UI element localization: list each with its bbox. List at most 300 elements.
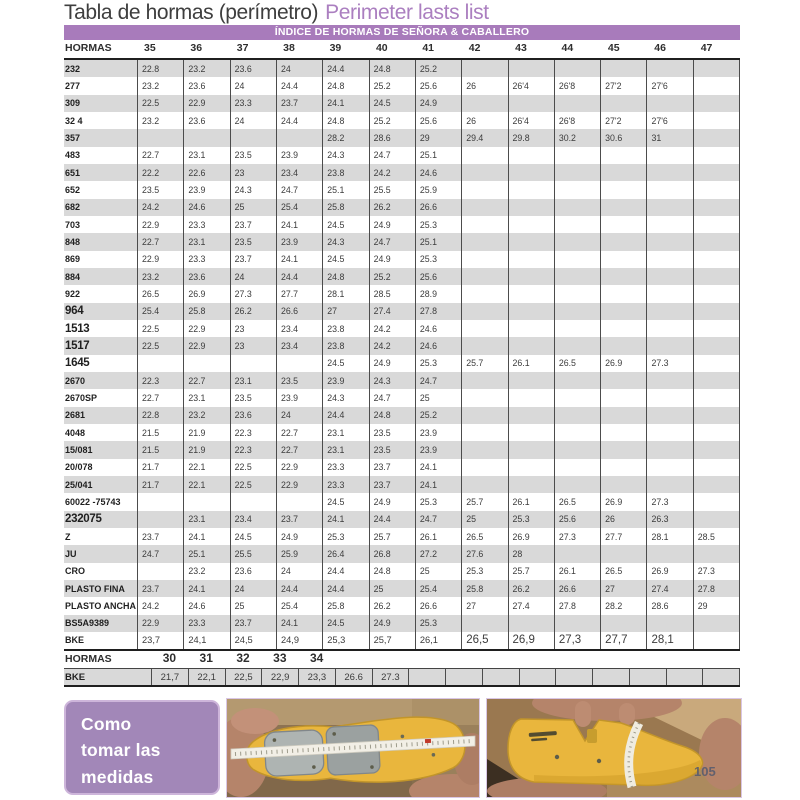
column-header <box>372 651 409 667</box>
table-cell <box>646 407 692 424</box>
table-cell <box>600 545 646 562</box>
table-cell <box>646 60 692 77</box>
table-row <box>64 597 740 614</box>
column-header: 42 <box>468 42 481 54</box>
table-cell: 26.5 <box>554 355 600 372</box>
row-label: CRO <box>65 566 85 577</box>
row-label: 483 <box>65 150 81 161</box>
table-cell <box>183 129 229 146</box>
table-cell: 23.7 <box>369 476 415 493</box>
table-cell <box>276 493 322 510</box>
table-cell: 24.9 <box>369 251 415 268</box>
table-cell: 23.6 <box>230 407 276 424</box>
table-cell: 26.2 <box>508 580 554 597</box>
table-cell: 23.5 <box>230 389 276 406</box>
table-cell: 23.3 <box>322 459 368 476</box>
table-cell <box>693 233 740 250</box>
table-cell: 23.7 <box>230 216 276 233</box>
table-cell <box>600 181 646 198</box>
column-header: 36 <box>190 42 203 54</box>
table-cell: 23.5 <box>369 424 415 441</box>
how-to-measure-caption <box>64 700 220 795</box>
main-table-body <box>64 58 740 651</box>
table-cell: 28.6 <box>646 597 692 614</box>
table-cell: 25.2 <box>369 112 415 129</box>
table-cell <box>693 320 740 337</box>
table-cell: 23.2 <box>183 60 229 77</box>
table-cell: 28.6 <box>369 129 415 146</box>
table-cell: 21.9 <box>183 441 229 458</box>
column-header: 40 <box>375 42 388 54</box>
table-cell: 25.3 <box>461 563 507 580</box>
table-cell <box>646 459 692 476</box>
table-cell: 22.8 <box>137 60 183 77</box>
table-cell: 23.2 <box>137 112 183 129</box>
table-cell: 27 <box>600 580 646 597</box>
table-cell: 26.2 <box>230 303 276 320</box>
table-cell: 25.3 <box>415 615 461 632</box>
table-cell <box>646 441 692 458</box>
table-cell <box>554 95 600 112</box>
table-cell <box>554 389 600 406</box>
hormas-column-header-small: HORMAS <box>65 653 112 665</box>
table-cell <box>600 476 646 493</box>
table-cell <box>508 233 554 250</box>
column-header: 34 <box>309 651 324 665</box>
table-cell <box>600 251 646 268</box>
table-cell <box>508 164 554 181</box>
table-cell: 26.9 <box>508 528 554 545</box>
table-cell <box>693 407 740 424</box>
table-cell: 21.5 <box>137 441 183 458</box>
table-cell: 22.9 <box>276 459 322 476</box>
table-cell: 26.9 <box>646 563 692 580</box>
table-cell <box>461 459 507 476</box>
row-label: Z <box>65 531 71 542</box>
table-cell <box>693 199 740 216</box>
table-cell: 28 <box>508 545 554 562</box>
table-cell <box>693 632 740 649</box>
table-cell <box>646 545 692 562</box>
table-cell <box>461 476 507 493</box>
table-cell: 24.7 <box>137 545 183 562</box>
table-cell <box>554 147 600 164</box>
page-title <box>64 1 489 25</box>
row-label: 2681 <box>65 410 86 421</box>
table-cell <box>508 615 554 632</box>
table-cell: 27'2 <box>600 77 646 94</box>
table-cell: 24.4 <box>322 563 368 580</box>
table-cell: 24.5 <box>322 615 368 632</box>
row-label: 869 <box>65 254 81 265</box>
table-cell: 25.6 <box>415 268 461 285</box>
table-cell: 25.3 <box>415 216 461 233</box>
small-table-header <box>64 651 740 667</box>
row-label: 884 <box>65 271 81 282</box>
table-cell <box>508 407 554 424</box>
row-label: 309 <box>65 98 81 109</box>
main-size-headers <box>137 42 740 56</box>
table-cell: 27'6 <box>646 112 692 129</box>
table-cell <box>646 95 692 112</box>
table-cell <box>508 424 554 441</box>
table-cell <box>508 441 554 458</box>
row-label: PLASTO FINA <box>65 583 125 594</box>
table-cell: 23.1 <box>322 424 368 441</box>
table-row <box>64 112 740 129</box>
table-cell: 22.7 <box>183 372 229 389</box>
table-cell: 26.5 <box>554 493 600 510</box>
table-cell: 24.8 <box>369 60 415 77</box>
table-cell: 22.7 <box>137 389 183 406</box>
row-label: 1513 <box>65 322 90 335</box>
table-cell: 27.7 <box>600 528 646 545</box>
table-cell: 25.8 <box>183 303 229 320</box>
table-cell <box>600 216 646 233</box>
table-cell <box>600 303 646 320</box>
table-cell: 25 <box>369 580 415 597</box>
table-cell: 26 <box>461 112 507 129</box>
table-cell: 27.3 <box>646 493 692 510</box>
column-header: 44 <box>561 42 574 54</box>
table-cell <box>693 285 740 302</box>
table-row <box>64 199 740 216</box>
sole-measurement-illustration <box>227 699 479 797</box>
last-measurement-illustration <box>487 699 741 797</box>
table-cell: 22.9 <box>137 251 183 268</box>
table-cell: 22,9 <box>261 669 298 685</box>
table-cell: 24.1 <box>276 216 322 233</box>
table-cell <box>137 493 183 510</box>
row-label: 922 <box>65 288 81 299</box>
table-cell <box>693 355 740 372</box>
table-cell <box>646 424 692 441</box>
table-cell: 21.7 <box>137 476 183 493</box>
table-cell: 28.2 <box>322 129 368 146</box>
table-cell <box>693 95 740 112</box>
column-header: 45 <box>607 42 620 54</box>
table-cell: 26,5 <box>461 632 507 649</box>
column-header <box>593 651 630 667</box>
table-cell <box>646 476 692 493</box>
table-cell <box>230 129 276 146</box>
table-cell <box>461 407 507 424</box>
table-cell <box>693 615 740 632</box>
table-cell <box>461 320 507 337</box>
table-cell: 27.8 <box>415 303 461 320</box>
table-cell: 23.5 <box>276 372 322 389</box>
table-cell: 25.5 <box>230 545 276 562</box>
table-cell <box>600 459 646 476</box>
table-cell <box>508 216 554 233</box>
table-cell <box>693 164 740 181</box>
page-title-spanish: Tabla de hormas (perímetro) <box>64 1 319 24</box>
table-cell: 22.5 <box>230 459 276 476</box>
table-row <box>64 407 740 424</box>
row-label: 32 4 <box>65 115 83 126</box>
table-cell: 23.8 <box>322 320 368 337</box>
table-row <box>64 147 740 164</box>
photo-sole-measurement <box>226 698 480 798</box>
table-cell <box>461 147 507 164</box>
table-cell: 25.8 <box>322 597 368 614</box>
table-cell: 24.8 <box>322 112 368 129</box>
table-cell <box>508 476 554 493</box>
table-cell: 23 <box>230 337 276 354</box>
table-cell: 24.6 <box>415 337 461 354</box>
table-cell <box>508 251 554 268</box>
table-cell: 25.4 <box>276 597 322 614</box>
table-cell: 24.4 <box>276 112 322 129</box>
table-cell: 24.4 <box>276 77 322 94</box>
table-cell: 25.8 <box>461 580 507 597</box>
table-cell: 27.3 <box>693 563 740 580</box>
table-cell: 25 <box>230 597 276 614</box>
table-cell <box>693 511 740 528</box>
table-row <box>64 615 740 632</box>
table-cell: 24.5 <box>369 95 415 112</box>
table-cell <box>693 476 740 493</box>
table-cell: 22.9 <box>137 216 183 233</box>
table-row <box>64 563 740 580</box>
table-cell: 24.1 <box>415 459 461 476</box>
table-cell: 24.3 <box>322 389 368 406</box>
table-cell: 27.3 <box>230 285 276 302</box>
table-cell: 22.7 <box>276 441 322 458</box>
table-cell <box>508 268 554 285</box>
table-cell: 22.9 <box>183 337 229 354</box>
table-cell: 23.9 <box>322 372 368 389</box>
table-cell: 25 <box>415 563 461 580</box>
table-cell: 24.7 <box>415 511 461 528</box>
table-cell: 23.1 <box>183 147 229 164</box>
table-cell: 22.8 <box>137 407 183 424</box>
row-label: 15/081 <box>65 444 93 455</box>
table-cell <box>554 216 600 233</box>
table-cell: 27.3 <box>646 355 692 372</box>
table-cell: 24.4 <box>276 580 322 597</box>
table-cell <box>600 337 646 354</box>
small-size-headers <box>151 651 740 667</box>
table-cell: 23.3 <box>230 95 276 112</box>
table-cell: 30.2 <box>554 129 600 146</box>
table-cell <box>461 199 507 216</box>
table-cell: 25.5 <box>369 181 415 198</box>
table-cell: 27 <box>461 597 507 614</box>
table-cell: 24 <box>230 112 276 129</box>
table-cell: 21.5 <box>137 424 183 441</box>
column-header: 37 <box>236 42 249 54</box>
table-cell <box>693 389 740 406</box>
table-cell <box>600 233 646 250</box>
table-cell <box>646 251 692 268</box>
table-cell: 23.1 <box>322 441 368 458</box>
table-cell <box>693 181 740 198</box>
table-cell: 24.7 <box>415 372 461 389</box>
table-cell: 23.9 <box>276 147 322 164</box>
table-cell: 23.4 <box>276 320 322 337</box>
table-cell: 24.1 <box>322 95 368 112</box>
table-cell: 24.9 <box>415 95 461 112</box>
column-header <box>409 651 446 667</box>
table-cell: 25.1 <box>322 181 368 198</box>
table-cell: 23.7 <box>276 511 322 528</box>
table-cell: 25 <box>230 199 276 216</box>
table-cell: 23.3 <box>183 216 229 233</box>
caption-line: tomar las <box>81 740 161 761</box>
table-cell: 23.1 <box>183 511 229 528</box>
table-cell: 22.7 <box>276 424 322 441</box>
table-cell: 24,5 <box>230 632 276 649</box>
table-cell <box>554 285 600 302</box>
table-cell: 28.2 <box>600 597 646 614</box>
table-cell: 24.5 <box>322 493 368 510</box>
table-cell: 23.5 <box>230 147 276 164</box>
table-cell <box>600 147 646 164</box>
table-cell: 21.9 <box>183 424 229 441</box>
table-cell <box>508 337 554 354</box>
table-cell <box>554 199 600 216</box>
table-cell: 26.6 <box>415 597 461 614</box>
table-cell: 26.6 <box>335 669 372 685</box>
table-row <box>64 320 740 337</box>
table-cell <box>646 615 692 632</box>
table-cell <box>646 181 692 198</box>
table-cell: 25,3 <box>322 632 368 649</box>
table-cell <box>461 216 507 233</box>
table-cell: 28.5 <box>693 528 740 545</box>
table-cell: 24.7 <box>369 147 415 164</box>
table-cell: 26 <box>461 77 507 94</box>
table-cell <box>600 199 646 216</box>
column-header <box>630 651 667 667</box>
table-cell <box>646 199 692 216</box>
column-header: 33 <box>273 651 287 665</box>
row-label: JU <box>65 548 77 559</box>
table-cell: 22.9 <box>276 476 322 493</box>
table-cell: 27.7 <box>276 285 322 302</box>
table-cell: 26.1 <box>415 528 461 545</box>
table-cell: 24.5 <box>230 528 276 545</box>
table-cell: 26 <box>600 511 646 528</box>
row-label: PLASTO ANCHA <box>65 600 137 611</box>
column-header: 47 <box>700 42 713 54</box>
table-cell <box>554 303 600 320</box>
row-label: 232 <box>65 63 81 74</box>
table-cell: 22.5 <box>137 337 183 354</box>
table-row <box>64 233 740 250</box>
table-cell: 26.9 <box>600 355 646 372</box>
row-label: BKE <box>65 671 86 683</box>
table-cell: 27'6 <box>646 77 692 94</box>
table-cell: 24.1 <box>276 615 322 632</box>
row-label: 682 <box>65 202 81 213</box>
table-cell <box>693 424 740 441</box>
table-cell <box>461 164 507 181</box>
table-cell: 24.1 <box>415 476 461 493</box>
table-cell: 25.3 <box>322 528 368 545</box>
table-cell: 25.6 <box>554 511 600 528</box>
table-cell <box>554 424 600 441</box>
table-cell: 24.6 <box>183 597 229 614</box>
table-cell: 24.1 <box>183 528 229 545</box>
table-cell <box>693 77 740 94</box>
table-cell: 23.4 <box>276 337 322 354</box>
table-cell: 21,7 <box>151 669 188 685</box>
row-label: BS5A9389 <box>65 618 110 629</box>
table-cell <box>554 441 600 458</box>
table-cell: 23.1 <box>230 372 276 389</box>
table-cell: 25.1 <box>415 147 461 164</box>
table-cell: 23.6 <box>230 563 276 580</box>
table-cell: 23.7 <box>137 528 183 545</box>
table-cell: 22.5 <box>230 476 276 493</box>
table-cell <box>600 95 646 112</box>
table-cell: 24.6 <box>415 320 461 337</box>
table-cell: 23.9 <box>415 441 461 458</box>
caption-line: Como <box>81 714 132 734</box>
table-cell: 24 <box>276 563 322 580</box>
row-label: BKE <box>65 635 85 646</box>
table-cell <box>646 147 692 164</box>
page-number: 105 <box>694 764 716 779</box>
table-cell <box>600 441 646 458</box>
table-cell <box>508 285 554 302</box>
table-cell <box>600 60 646 77</box>
table-cell <box>646 164 692 181</box>
table-cell: 27.6 <box>461 545 507 562</box>
table-row <box>64 528 740 545</box>
table-cell <box>508 303 554 320</box>
table-cell <box>693 493 740 510</box>
table-cell: 24.9 <box>276 528 322 545</box>
table-cell: 23.9 <box>276 233 322 250</box>
table-cell: 25.3 <box>415 355 461 372</box>
table-cell: 27.3 <box>372 669 409 685</box>
table-cell: 23.9 <box>415 424 461 441</box>
table-cell <box>508 459 554 476</box>
table-row <box>64 459 740 476</box>
table-cell: 26.8 <box>369 545 415 562</box>
table-row <box>64 164 740 181</box>
table-cell: 24.4 <box>276 268 322 285</box>
table-cell: 24.5 <box>322 251 368 268</box>
column-header: 35 <box>144 42 156 54</box>
table-cell: 24.7 <box>369 389 415 406</box>
table-cell: 26.6 <box>554 580 600 597</box>
table-cell <box>276 129 322 146</box>
table-cell: 22.5 <box>137 95 183 112</box>
main-table-header <box>64 42 740 56</box>
table-cell: 23.5 <box>230 233 276 250</box>
table-cell: 23.1 <box>183 389 229 406</box>
table-cell: 22.3 <box>230 424 276 441</box>
table-cell: 23.2 <box>137 77 183 94</box>
table-cell: 23.3 <box>183 615 229 632</box>
table-cell <box>554 251 600 268</box>
table-cell: 24.4 <box>322 580 368 597</box>
table-cell: 25 <box>461 511 507 528</box>
row-label: 651 <box>65 167 81 178</box>
column-header: 46 <box>654 42 666 54</box>
row-label: 2670 <box>65 375 86 386</box>
table-cell <box>646 303 692 320</box>
table-cell: 25.4 <box>137 303 183 320</box>
index-band: ÍNDICE DE HORMAS DE SEÑORA & CABALLERO <box>64 25 740 40</box>
table-cell <box>693 303 740 320</box>
table-row <box>64 632 740 649</box>
row-label: 25/041 <box>65 479 93 490</box>
